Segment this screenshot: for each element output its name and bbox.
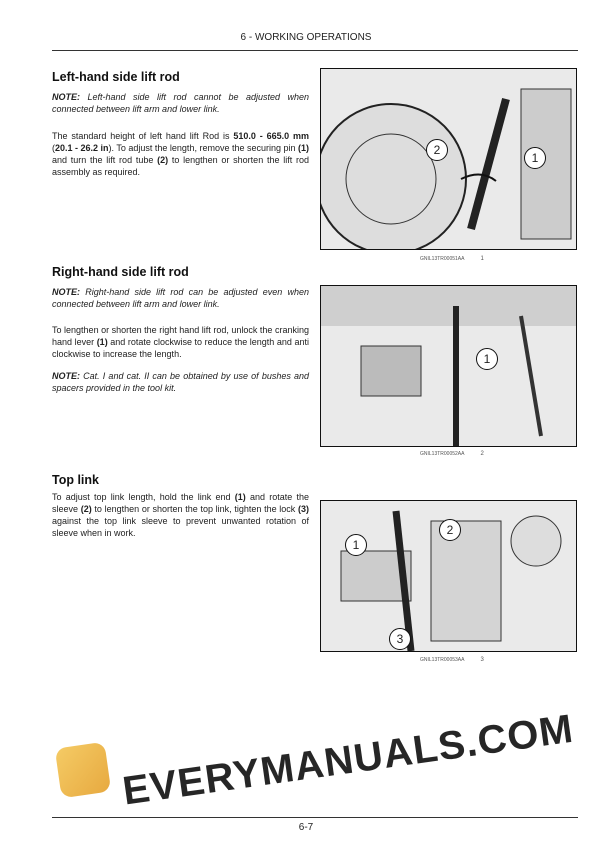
paragraph (52, 491, 309, 539)
figure-number: 1 (480, 256, 484, 262)
text: 510.0 - 665.0 mm (233, 131, 309, 141)
note-label: NOTE: (52, 92, 80, 102)
text: To lengthen or shorten the right hand lift rod, unlock the cranking hand lever (52, 325, 309, 347)
figure-1-image (320, 68, 577, 250)
text: to lengthen or shorten the lift rod assembly as required. (52, 155, 309, 177)
callout-2: 2 (439, 519, 461, 541)
section-title: Left-hand side lift rod (52, 70, 180, 84)
figure-3-image (320, 500, 577, 652)
section-title: Right-hand side lift rod (52, 265, 189, 279)
figure-number: 3 (480, 657, 484, 663)
text: and rotate the sleeve (52, 492, 309, 514)
lift-rod-illustration (321, 286, 576, 446)
figure-code: GNIL13TR00053AA (420, 657, 465, 663)
figure-2-image (320, 285, 577, 447)
figure-code: GNIL13TR00051AA (420, 256, 465, 262)
callout-2: 2 (426, 139, 448, 161)
text: and rotate clockwise to reduce the length and anti clockwise to increase the length. (52, 337, 309, 359)
note-text: Cat. I and cat. II can be obtained by use of bushes and spacers provided in the tool kit. (52, 371, 309, 393)
callout-3: 3 (389, 628, 411, 650)
text: (3) (297, 504, 309, 514)
text: 20.1 - 26.2 in (55, 143, 109, 153)
text: ( (52, 143, 55, 153)
footer-rule (52, 817, 578, 818)
figure-caption (420, 451, 484, 457)
note (52, 91, 309, 115)
text: ). To adjust the length, remove the securing pin (108, 143, 299, 153)
text: (1) (96, 337, 108, 347)
note-text: Left-hand side lift rod cannot be adjusted when connected between lift arm and lower link. (52, 92, 309, 114)
text: (1) (298, 143, 310, 153)
text: (2) (157, 155, 169, 165)
text: The standard height of left hand lift Rod is (52, 131, 234, 141)
paragraph (52, 130, 309, 178)
page-number: 6-7 (298, 822, 314, 833)
figure-code: GNIL13TR00052AA (420, 451, 465, 457)
figure-caption (420, 657, 484, 663)
note-text: Right-hand side lift rod can be adjusted even when connected between lift arm and lower link. (52, 287, 309, 309)
note (52, 370, 309, 394)
note-label: NOTE: (52, 371, 80, 381)
text: against the top link sleeve to prevent unwanted rotation of sleeve when in work. (52, 516, 309, 538)
note-label: NOTE: (52, 287, 80, 297)
text: To adjust top link length, hold the link end (52, 492, 235, 502)
callout-1: 1 (345, 534, 367, 556)
page-header: 6 - WORKING OPERATIONS (240, 32, 372, 43)
note (52, 286, 309, 310)
callout-1: 1 (476, 348, 498, 370)
text: (2) (80, 504, 92, 514)
header-rule (52, 50, 578, 51)
text: to lengthen or shorten the top link, tighten the lock (91, 504, 298, 514)
text: (1) (234, 492, 246, 502)
watermark-logo-icon (55, 742, 111, 798)
callout-1: 1 (524, 147, 546, 169)
text: and turn the lift rod tube (52, 155, 158, 165)
figure-number: 2 (480, 451, 484, 457)
paragraph (52, 324, 309, 360)
section-title: Top link (52, 473, 99, 487)
watermark: EVERYMANUALS.COM (120, 706, 577, 814)
figure-caption (420, 256, 484, 262)
